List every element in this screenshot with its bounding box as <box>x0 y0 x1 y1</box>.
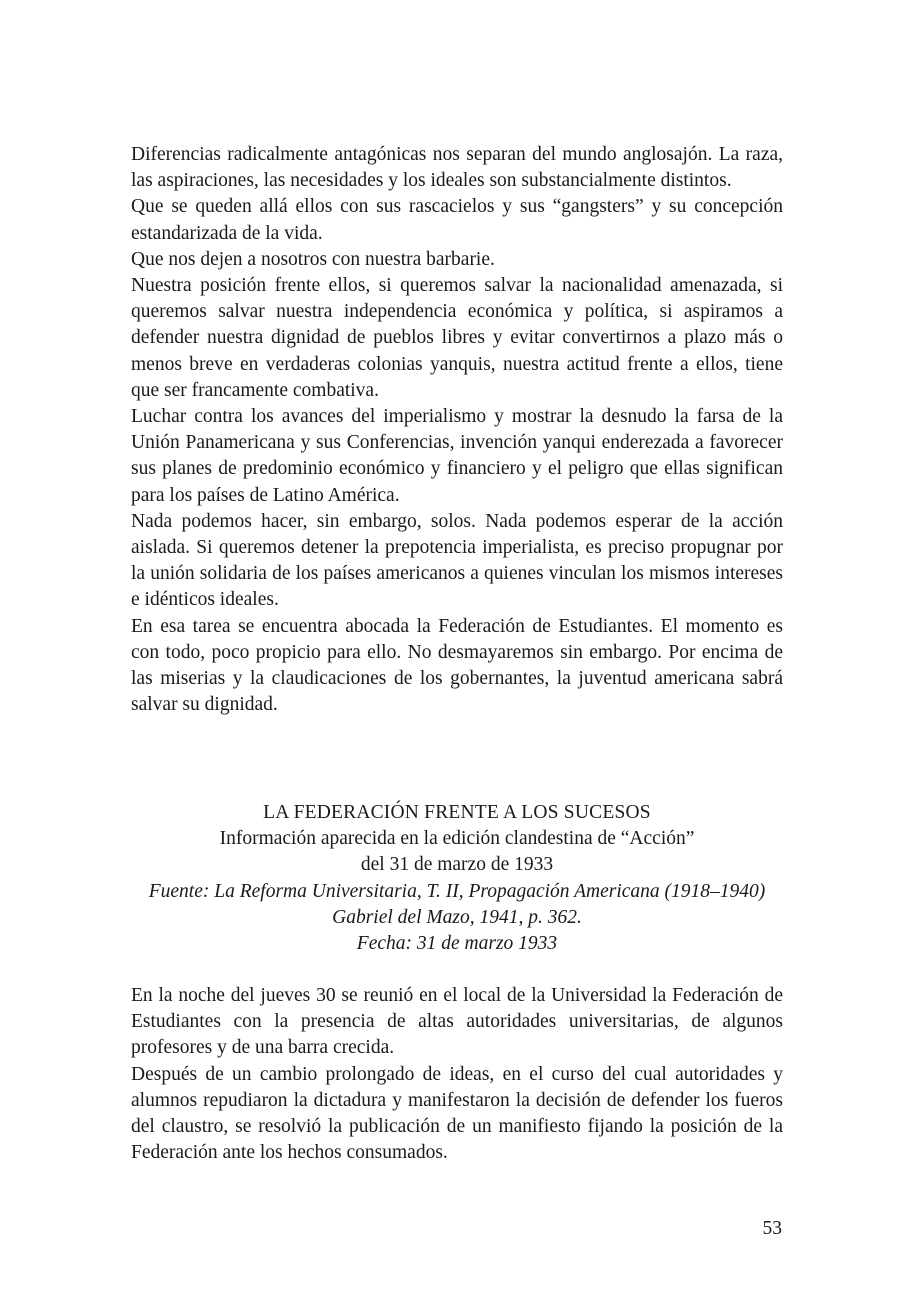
paragraph: Diferencias radicalmente antagónicas nos separan del mundo anglosajón. La raza, las aspiraciones, las necesidades y los ideales son substancialmente distintos. <box>131 144 783 192</box>
paragraph: Después de un cambio prolongado de ideas, en el curso del cual autoridades y alumnos repudiaron la dictadura y manifestaron la decisión de defender los fueros del claustro, se resolvió la publicación de un manifiesto fijando la posición de la Federación ante los hechos consumados. <box>131 1063 783 1164</box>
paragraph: En esa tarea se encuentra abocada la Federación de Estudiantes. El momento es con todo, poco propicio para ello. No desmayaremos sin embargo. Por encima de las miserias y la claudicaciones de los gobernantes, la juventud americana sabrá salvar su dignidad. <box>131 615 783 716</box>
section-subtitle-date: del 31 de marzo de 1933 <box>360 854 554 876</box>
paragraph: Nuestra posición frente ellos, si queremos salvar la nacionalidad amenazada, si queremos salvar nuestra independencia económica y política, si aspiramos a defender nuestra dignidad de pueblos libres y evitar convertirnos a plazo más o menos breve en verdaderas colonias yanquis, nuestra actitud frente a ellos, tiene que ser francamente combativa. <box>131 275 783 401</box>
paragraph: En la noche del jueves 30 se reunió en el local de la Universidad la Federación de Estudiantes con la presencia de altas autoridades universitarias, de algunos profesores y de una barra crecida. <box>131 985 783 1059</box>
source-date: Fecha: 31 de marzo 1933 <box>356 933 558 955</box>
section-heading <box>131 800 783 957</box>
page-number: 53 <box>762 1218 782 1239</box>
paragraph: Nada podemos hacer, sin embargo, solos. Nada podemos esperar de la acción aislada. Si queremos detener la prepotencia imperialista, es preciso propugnar por la unión solidaria de los países americanos a quienes vinculan los mismos intereses e idénticos ideales. <box>131 510 783 611</box>
section-subtitle: Información aparecida en la edición clandestina de “Acción” <box>219 828 695 850</box>
paragraph: Que se queden allá ellos con sus rascacielos y sus “gangsters” y su concepción estandarizada de la vida. <box>131 196 783 244</box>
paragraph: Luchar contra los avances del imperialismo y mostrar la desnudo la farsa de la Unión Panamericana y sus Conferencias, invención yanqui enderezada a favorecer sus planes de predominio económico y financiero y el peligro que ellas significan para los países de Latino América. <box>131 406 783 506</box>
body-text-top <box>131 142 783 718</box>
body-text-bottom <box>131 983 783 1166</box>
source-citation: Fuente: La Reforma Universitaria, T. II, Propagación Americana (1918–1940) <box>148 880 766 902</box>
section-title: LA FEDERACIÓN FRENTE A LOS SUCESOS <box>263 802 651 823</box>
paragraph: Que nos dejen a nosotros con nuestra barbarie. <box>131 248 495 270</box>
source-citation-author: Gabriel del Mazo, 1941, p. 362. <box>332 906 582 928</box>
